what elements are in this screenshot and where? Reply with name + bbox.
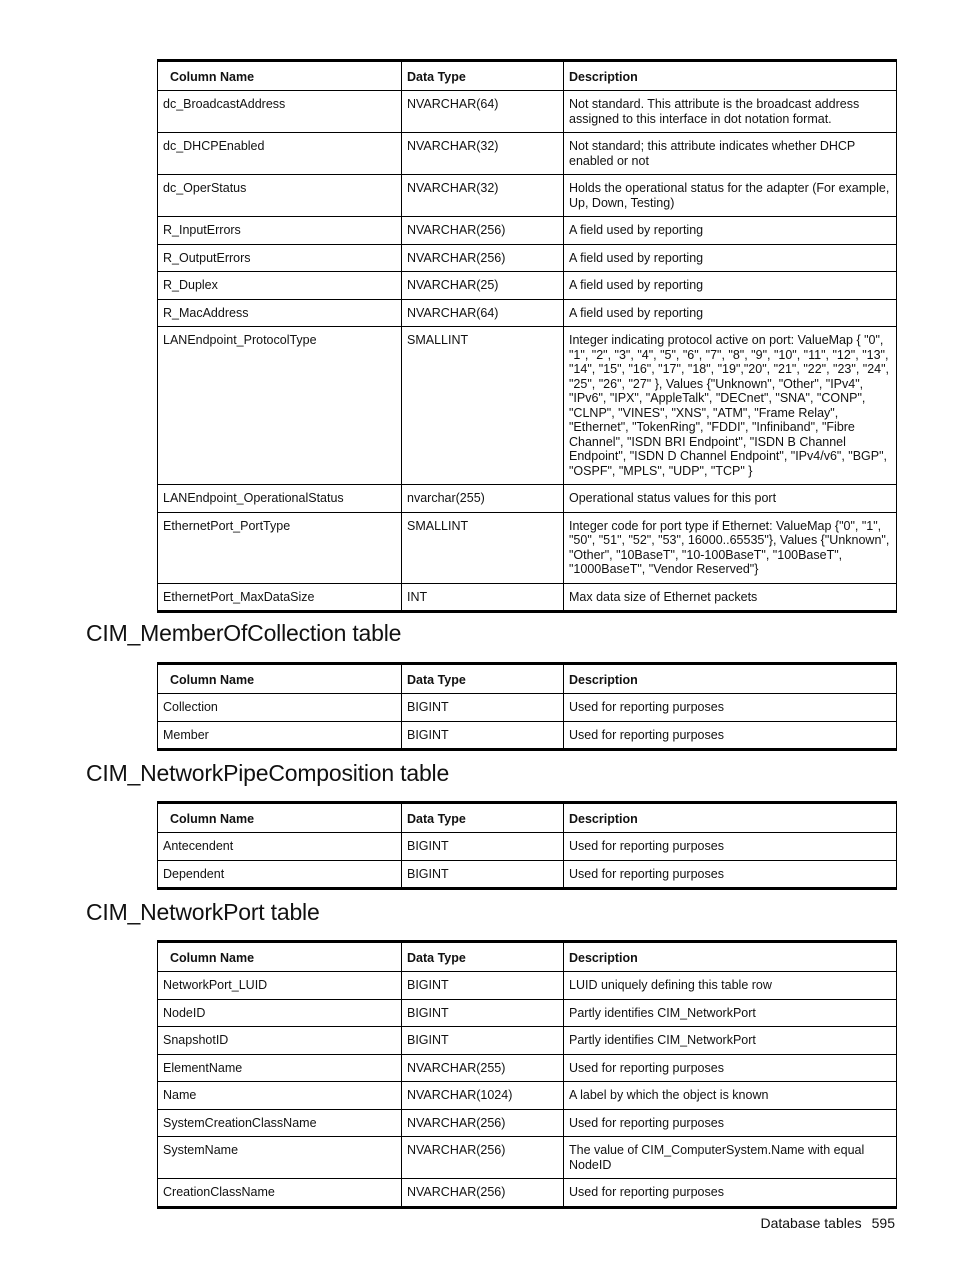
- table-row: [158, 694, 897, 722]
- column-name-header: Column Name: [158, 803, 402, 833]
- column-name-cell: NodeID: [158, 999, 402, 1027]
- data-type-header: Data Type: [402, 664, 564, 694]
- column-name-cell: CreationClassName: [158, 1179, 402, 1208]
- table-row: [158, 175, 897, 217]
- table-body: [158, 694, 897, 750]
- table-row: [158, 1137, 897, 1179]
- description-cell: Integer indicating protocol active on port: ValueMap { "0", "1", "2", "3", "4", "5", "6", "7", "8", "9", "10", "11", "12", "13", "14", "15", "16", "17", "18", "19","20", "21", "22", "23", "24", "25", "26", "27" }, Values {"Unknown", "Other", "IPv4", "IPv6", "IPX", "AppleTalk", "DECnet", "SNA", "CONP", "CLNP", "VINES", "XNS", "ATM", "Frame Relay", "Ethernet", "TokenRing", "FDDI", "Infiniband", "Fibre Channel", "ISDN BRI Endpoint", "ISDN B Channel Endpoint", "ISDN D Channel Endpoint", "IPv4/v6", "BGP", "OSPF", "MPLS", "UDP", "TCP" }: [564, 327, 897, 485]
- description-cell: Not standard. This attribute is the broadcast address assigned to this interface in dot notation format.: [564, 91, 897, 133]
- data-type-cell: NVARCHAR(256): [402, 244, 564, 272]
- data-type-cell: BIGINT: [402, 860, 564, 889]
- column-name-cell: dc_DHCPEnabled: [158, 133, 402, 175]
- data-type-cell: BIGINT: [402, 999, 564, 1027]
- description-cell: The value of CIM_ComputerSystem.Name with equal NodeID: [564, 1137, 897, 1179]
- data-type-cell: INT: [402, 583, 564, 612]
- column-name-cell: Antecendent: [158, 833, 402, 861]
- table-row: [158, 860, 897, 889]
- column-name-cell: Dependent: [158, 860, 402, 889]
- column-name-cell: R_OutputErrors: [158, 244, 402, 272]
- table-row: [158, 133, 897, 175]
- table-row: [158, 244, 897, 272]
- section-title-network-port: CIM_NetworkPort table: [86, 899, 320, 925]
- data-type-header: Data Type: [402, 942, 564, 972]
- table-row: [158, 217, 897, 245]
- table-row: [158, 833, 897, 861]
- table-header-row: [158, 803, 897, 833]
- description-cell: Operational status values for this port: [564, 485, 897, 513]
- column-name-cell: SystemName: [158, 1137, 402, 1179]
- description-cell: Used for reporting purposes: [564, 721, 897, 750]
- column-name-cell: dc_OperStatus: [158, 175, 402, 217]
- column-name-header: Column Name: [158, 61, 402, 91]
- column-name-cell: R_InputErrors: [158, 217, 402, 245]
- data-type-cell: NVARCHAR(32): [402, 133, 564, 175]
- description-cell: A field used by reporting: [564, 299, 897, 327]
- description-header: Description: [564, 803, 897, 833]
- description-cell: A field used by reporting: [564, 244, 897, 272]
- data-type-cell: NVARCHAR(256): [402, 1109, 564, 1137]
- data-type-cell: NVARCHAR(255): [402, 1054, 564, 1082]
- description-cell: Not standard; this attribute indicates whether DHCP enabled or not: [564, 133, 897, 175]
- description-cell: Used for reporting purposes: [564, 860, 897, 889]
- description-cell: A label by which the object is known: [564, 1082, 897, 1110]
- table-row: [158, 999, 897, 1027]
- column-name-cell: LANEndpoint_OperationalStatus: [158, 485, 402, 513]
- table-body: [158, 972, 897, 1208]
- data-type-cell: NVARCHAR(25): [402, 272, 564, 300]
- data-type-cell: BIGINT: [402, 721, 564, 750]
- table-row: [158, 299, 897, 327]
- table-row: [158, 1054, 897, 1082]
- table-row: [158, 272, 897, 300]
- column-name-header: Column Name: [158, 664, 402, 694]
- column-name-cell: NetworkPort_LUID: [158, 972, 402, 1000]
- footer-section-label: Database tables: [760, 1215, 862, 1231]
- table-body: [158, 833, 897, 889]
- column-name-cell: EthernetPort_PortType: [158, 512, 402, 583]
- column-name-header: Column Name: [158, 942, 402, 972]
- description-cell: A field used by reporting: [564, 272, 897, 300]
- table-header-row: [158, 61, 897, 91]
- page-number: 595: [871, 1215, 895, 1231]
- data-type-cell: BIGINT: [402, 1027, 564, 1055]
- table-row: [158, 512, 897, 583]
- description-cell: Partly identifies CIM_NetworkPort: [564, 999, 897, 1027]
- data-type-cell: BIGINT: [402, 972, 564, 1000]
- data-type-cell: BIGINT: [402, 833, 564, 861]
- page-footer: [760, 1215, 895, 1231]
- section-title-network-pipe-composition: CIM_NetworkPipeComposition table: [86, 760, 450, 786]
- table-row: [158, 327, 897, 485]
- table-row: [158, 485, 897, 513]
- network-pipe-composition-table: [157, 801, 897, 890]
- column-name-cell: Collection: [158, 694, 402, 722]
- description-cell: Used for reporting purposes: [564, 833, 897, 861]
- description-cell: Integer code for port type if Ethernet: ValueMap {"0", "1", "50", "51", "52", "53", 16000..65535"}, Values {"Unknown", "Other", "10BaseT", "10-100BaseT", "100BaseT", "1000BaseT", "Vendor Reserved"}: [564, 512, 897, 583]
- network-adapter-table: [157, 59, 897, 613]
- data-type-header: Data Type: [402, 61, 564, 91]
- data-type-header: Data Type: [402, 803, 564, 833]
- data-type-cell: NVARCHAR(64): [402, 299, 564, 327]
- column-name-cell: dc_BroadcastAddress: [158, 91, 402, 133]
- data-type-cell: NVARCHAR(256): [402, 1137, 564, 1179]
- column-name-cell: SnapshotID: [158, 1027, 402, 1055]
- table-body: [158, 91, 897, 612]
- table-row: [158, 1179, 897, 1208]
- data-type-cell: BIGINT: [402, 694, 564, 722]
- data-type-cell: NVARCHAR(256): [402, 217, 564, 245]
- member-of-collection-table: [157, 662, 897, 751]
- description-cell: A field used by reporting: [564, 217, 897, 245]
- table-row: [158, 91, 897, 133]
- data-type-cell: NVARCHAR(256): [402, 1179, 564, 1208]
- column-name-cell: Member: [158, 721, 402, 750]
- data-type-cell: NVARCHAR(1024): [402, 1082, 564, 1110]
- table-row: [158, 1027, 897, 1055]
- data-type-cell: SMALLINT: [402, 512, 564, 583]
- description-cell: Partly identifies CIM_NetworkPort: [564, 1027, 897, 1055]
- table-row: [158, 1109, 897, 1137]
- description-cell: Used for reporting purposes: [564, 1054, 897, 1082]
- column-name-cell: Name: [158, 1082, 402, 1110]
- data-type-cell: NVARCHAR(32): [402, 175, 564, 217]
- description-cell: Used for reporting purposes: [564, 1109, 897, 1137]
- table-row: [158, 972, 897, 1000]
- table-row: [158, 1082, 897, 1110]
- description-cell: Max data size of Ethernet packets: [564, 583, 897, 612]
- section-title-member-of-collection: CIM_MemberOfCollection table: [86, 620, 402, 646]
- column-name-cell: SystemCreationClassName: [158, 1109, 402, 1137]
- description-cell: LUID uniquely defining this table row: [564, 972, 897, 1000]
- data-type-cell: SMALLINT: [402, 327, 564, 485]
- column-name-cell: R_MacAddress: [158, 299, 402, 327]
- column-name-cell: LANEndpoint_ProtocolType: [158, 327, 402, 485]
- description-header: Description: [564, 664, 897, 694]
- table-row: [158, 721, 897, 750]
- column-name-cell: EthernetPort_MaxDataSize: [158, 583, 402, 612]
- description-header: Description: [564, 942, 897, 972]
- description-cell: Used for reporting purposes: [564, 1179, 897, 1208]
- network-port-table: [157, 940, 897, 1209]
- table-row: [158, 583, 897, 612]
- description-cell: Holds the operational status for the adapter (For example, Up, Down, Testing): [564, 175, 897, 217]
- table-header-row: [158, 942, 897, 972]
- table-header-row: [158, 664, 897, 694]
- column-name-cell: ElementName: [158, 1054, 402, 1082]
- column-name-cell: R_Duplex: [158, 272, 402, 300]
- description-header: Description: [564, 61, 897, 91]
- description-cell: Used for reporting purposes: [564, 694, 897, 722]
- data-type-cell: NVARCHAR(64): [402, 91, 564, 133]
- data-type-cell: nvarchar(255): [402, 485, 564, 513]
